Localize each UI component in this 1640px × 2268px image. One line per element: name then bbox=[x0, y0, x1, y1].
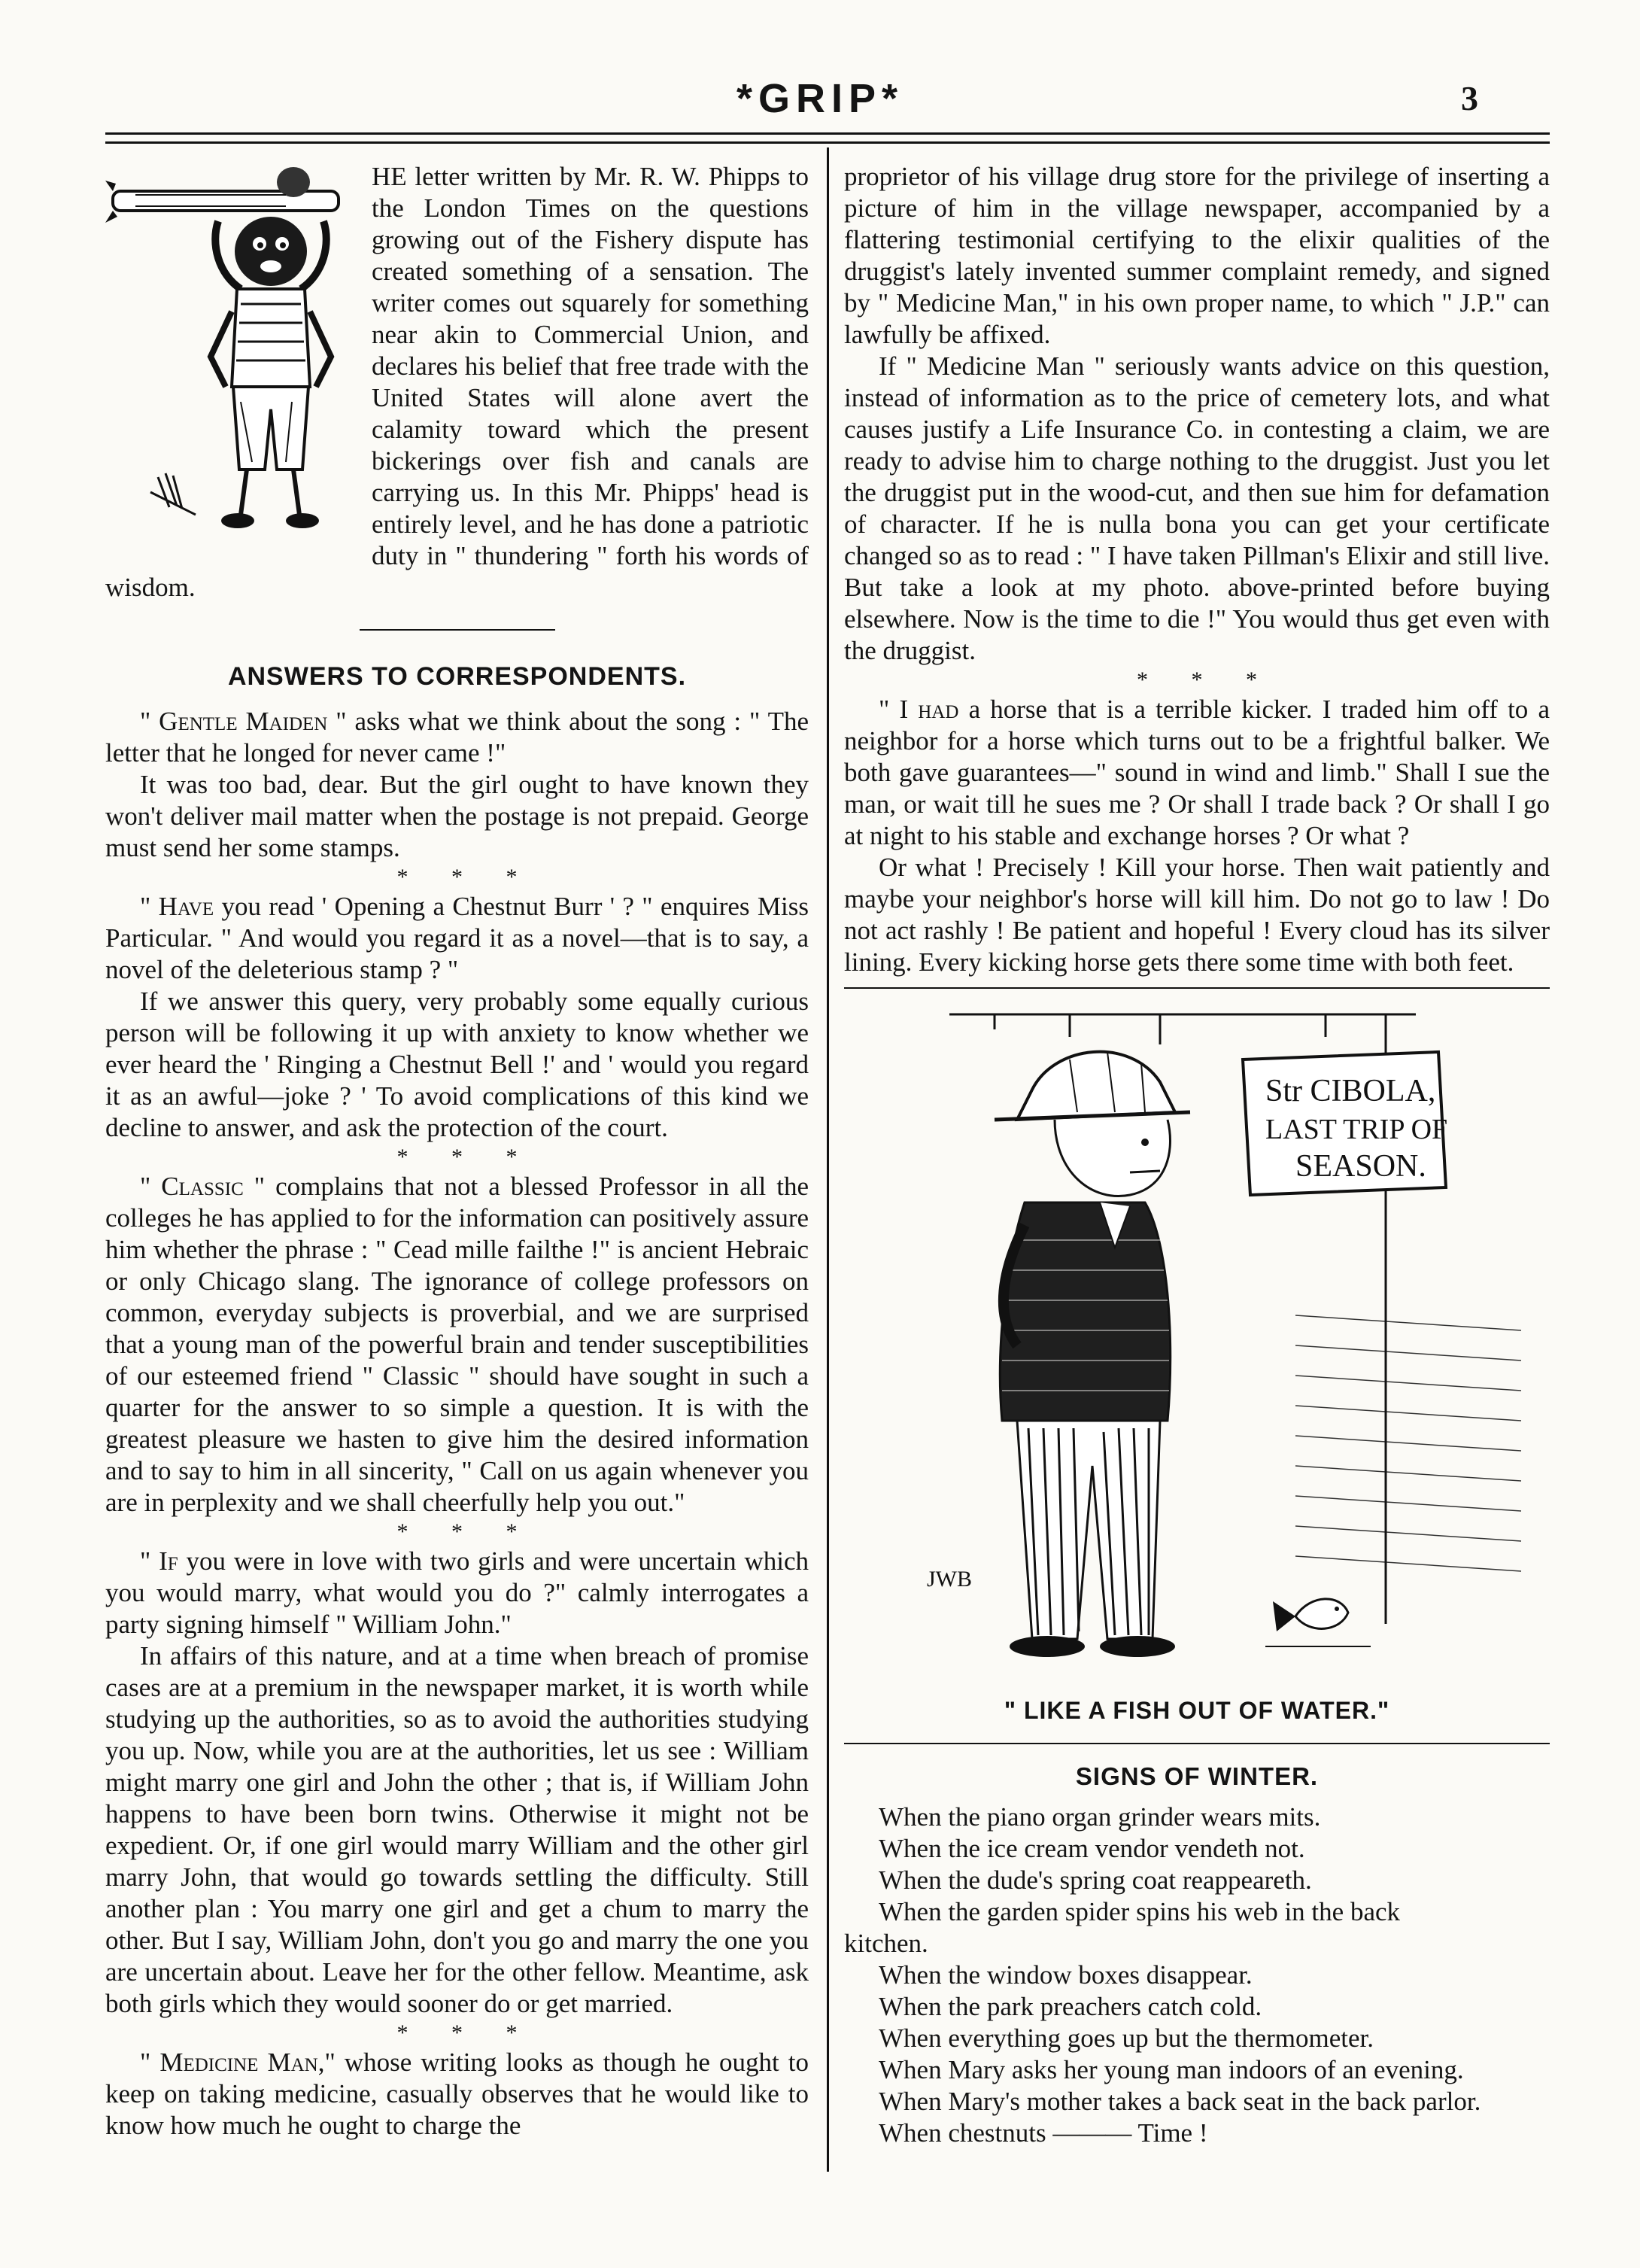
masthead-title: *GRIP* bbox=[736, 76, 904, 121]
sign-line-3: SEASON. bbox=[1295, 1149, 1426, 1184]
answer-4-reply: In affairs of this nature, and at a time when breach of promise cases are at a premium in the newspaper market, it is worth while studying up the authorities, so as to avoid the authorities studying you up. Now, while you are at the authorities, let us see : William might marry one girl and John the other ; that is, if William John happens to have been born twins. Otherwise it might not be expedient. Or, if one girl would marry William and the other girl marry John, that would go towards settling the difficulty. Still another plan : You marry one girl and get a chum to marry the other. But I say, William John, don't you go and marry the one you are uncertain about. Leave her for the other fellow. Meantime, ask both girls which they would sooner do or get married. bbox=[105, 1641, 809, 2018]
page-number: 3 bbox=[1461, 79, 1478, 117]
horse-question: " I had a horse that is a terrible kicker. I traded him off to a neighbor for a horse which turns out to be a frightful balker. We both gave guarantees—" sound in wind and limb." Shall I sue the man, or wait till he sues me ? Or shall I trade back ? Or shall I go at night to his stable and exchange horses ? Or what ? bbox=[844, 695, 1550, 850]
section-divider bbox=[844, 1743, 1550, 1744]
poem-line: When the ice cream vendor vendeth not. bbox=[879, 1834, 1305, 1863]
answer-2-question: " Have you read ' Opening a Chestnut Burr ' ? " enquires Miss Particular. " And would you regard it as a novel—that is to say, a novel of the deleterious stamp ? " bbox=[105, 892, 809, 984]
left-column bbox=[105, 161, 809, 2142]
section-divider bbox=[844, 987, 1550, 989]
cartoon-caption: " LIKE A FISH OUT OF WATER." bbox=[1004, 1697, 1390, 1724]
column-divider bbox=[827, 147, 829, 2172]
header-rule-top bbox=[105, 132, 1550, 135]
poem-line: When Mary asks her young man indoors of an evening. bbox=[879, 2055, 1464, 2084]
answer-5-question: " Medicine Man," whose writing looks as though he ought to keep on taking medicine, casually observes that he would like to know how much he ought to charge the bbox=[105, 2048, 809, 2140]
poem-line: When chestnuts ——— Time ! bbox=[879, 2118, 1208, 2148]
stars-separator: * * * bbox=[396, 1519, 518, 1544]
answer-1-question: " Gentle Maiden " asks what we think about the song : " The letter that he longed for never came !" bbox=[105, 707, 809, 768]
answer-1-reply: It was too bad, dear. But the girl ought to have known they won't deliver mail matter when the postage is not prepaid. George must send her some stamps. bbox=[105, 770, 809, 862]
dropcap-illustration bbox=[105, 161, 361, 552]
poem-line: When the dude's spring coat reappeareth. bbox=[879, 1865, 1312, 1895]
cartoon-illustration bbox=[844, 999, 1550, 1692]
stars-separator: * * * bbox=[396, 865, 518, 889]
signs-of-winter-heading: SIGNS OF WINTER. bbox=[1075, 1762, 1319, 1790]
right-column bbox=[844, 161, 1550, 2149]
header-rule-bottom bbox=[105, 141, 1550, 144]
answer-3-question: " Classic " complains that not a blessed Professor in all the colleges he has applied to for the information can positively assure him whether the phrase : " Cead mille failthe !" is ancient Hebraic or only Chicago slang. The ignorance of college professors on common, everyday subjects is proverbial, and we are surprised that a young man of the powerful brain and tender susceptibilities of our esteemed friend " Classic " should have sought in such a quarter for the answer to so simple a question. It is with the greatest pleasure we hasten to give him the desired information and to say to him in all sincerity, " Call on us again whenever you are in perplexity and we shall cheerfully help you out." bbox=[105, 1172, 809, 1517]
horse-reply: Or what ! Precisely ! Kill your horse. Then wait patiently and maybe your neighbor's horse will kill him. Do not go to law ! Do not act rashly ! Be patient and hopeful ! Every cloud has its silver lining. Every kicking horse gets there some time with both feet. bbox=[844, 853, 1550, 977]
sign-line-2: LAST TRIP OF bbox=[1265, 1114, 1448, 1145]
poem-line: When the window boxes disappear. bbox=[879, 1960, 1253, 1990]
poem-line: When the garden spider spins his web in the back bbox=[879, 1897, 1401, 1926]
poem-line: When the park preachers catch cold. bbox=[879, 1992, 1262, 2021]
poem-line: When the piano organ grinder wears mits. bbox=[879, 1802, 1321, 1832]
medicine-man-advice: If " Medicine Man " seriously wants advice on this question, instead of information as to the price of cemetery lots, and what causes justify a Life Insurance Co. in contesting a claim, we are ready to advise him to charge nothing to the druggist. Just you let the druggist put in the wood-cut, and then sue him for defamation of character. If he is nulla bona you can get your certificate changed so as to read : " I have taken Pillman's Elixir and still live. But take a look at my photo. above-printed before buying elsewhere. Now is the time to die !" You would thus get even with the druggist. bbox=[844, 351, 1550, 665]
poem-line: When everything goes up but the thermometer. bbox=[879, 2023, 1374, 2053]
stars-separator: * * * bbox=[396, 2020, 518, 2045]
intro-paragraph: HE letter written by Mr. R. W. Phipps to the London Times on the questions growing out of the Fishery dispute has created something of a sensation. The writer comes out squarely for something near akin to Commercial Union, and declares his belief that free trade with the United States will alone avert the calamity toward which the present bickerings over fish and canals are carrying us. In this Mr. Phipps' head is entirely level, and he has done a patriotic duty in " thundering " forth his words of wisdom. bbox=[105, 162, 809, 602]
sign-line-1: Str CIBOLA, bbox=[1265, 1074, 1436, 1108]
answer-4-question: " If you were in love with two girls and were uncertain which you would marry, what would you do ?" calmly interrogates a party signing himself " William John." bbox=[105, 1546, 809, 1639]
poem-line: kitchen. bbox=[844, 1929, 928, 1958]
answer-2-reply: If we answer this query, very probably some equally curious person will be following it up with anxiety to know whether we ever heard the ' Ringing a Chestnut Bell !' and ' would you regard it as an awful—joke ? ' To avoid complications of this kind we decline to answer, and ask the protection of the court. bbox=[105, 987, 809, 1142]
section-divider bbox=[360, 629, 555, 631]
medicine-man-continuation: proprietor of his village drug store for the privilege of inserting a picture of him in the village newspaper, accompanied by a flattering testimonial certifying to the elixir qualities of the druggist's lately invented summer complaint remedy, and signed by " Medicine Man," in his own proper name, to which " J.P." can lawfully be affixed. bbox=[844, 162, 1550, 349]
stars-separator: * * * bbox=[396, 1145, 518, 1169]
stars-separator: * * * bbox=[1137, 667, 1257, 692]
signs-of-winter-poem bbox=[844, 1801, 1550, 2149]
answers-heading: ANSWERS TO CORRESPONDENTS. bbox=[227, 662, 687, 691]
poem-line: When Mary's mother takes a back seat in the back parlor. bbox=[879, 2087, 1481, 2116]
cartoon-signature: JWB bbox=[927, 1567, 972, 1592]
